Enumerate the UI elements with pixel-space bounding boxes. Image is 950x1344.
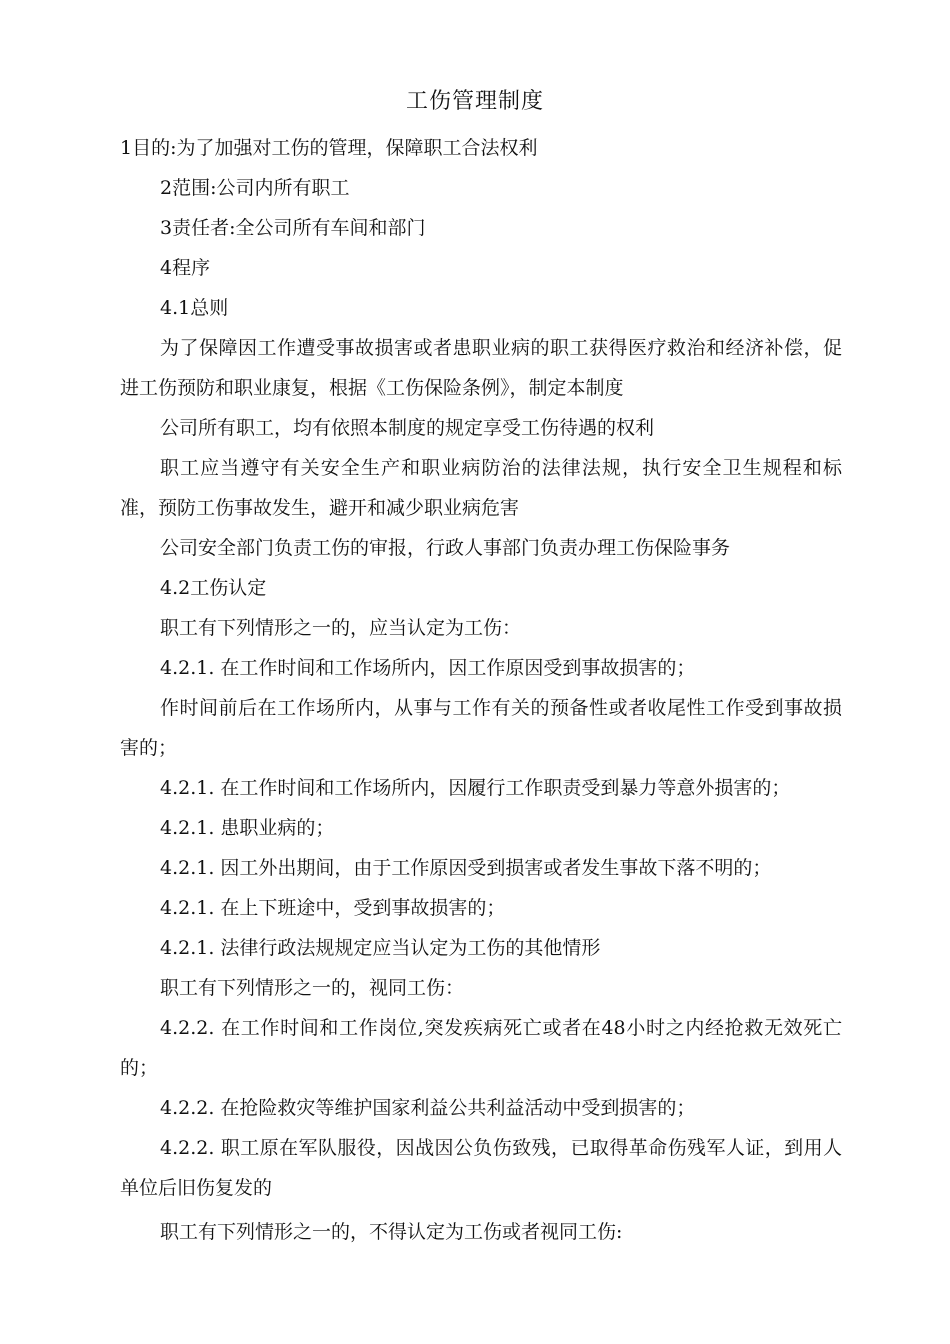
paragraph-deemed-intro: 职工有下列情形之一的，视同工伤：: [160, 977, 465, 999]
paragraph-procedure-heading: 4程序: [160, 257, 211, 279]
paragraph-general-heading: 4.1总则: [160, 297, 229, 319]
document-body: [120, 128, 842, 1252]
paragraph-purpose: 1目的:为了加强对工伤的管理，保障职工合法权利: [120, 137, 538, 159]
paragraph-item-4-2-2-c: 4.2.2. 职工原在军队服役，因战因公负伤致残，已取得革命伤残军人证，到用人单位后旧伤复发的: [120, 1137, 842, 1199]
paragraph-item-4-2-1-d: 4.2.1. 因工外出期间，由于工作原因受到损害或者发生事故下落不明的；: [160, 857, 772, 879]
paragraph-item-work-time: 作时间前后在工作场所内，从事与工作有关的预备性或者收尾性工作受到事故损害的；: [120, 697, 842, 759]
paragraph-item-4-2-1-e: 4.2.1. 在上下班途中，受到事故损害的；: [160, 897, 506, 919]
paragraph-general-3: 职工应当遵守有关安全生产和职业病防治的法律法规，执行安全卫生规程和标准，预防工伤事故发生，避开和减少职业病危害: [120, 457, 842, 519]
paragraph-item-4-2-1-c: 4.2.1. 患职业病的；: [160, 817, 335, 839]
paragraph-item-4-2-1-f: 4.2.1. 法律行政法规规定应当认定为工伤的其他情形: [160, 937, 601, 959]
paragraph-item-4-2-2-a: 4.2.2. 在工作时间和工作岗位,突发疾病死亡或者在48小时之内经抢救无效死亡的；: [120, 1017, 842, 1079]
paragraph-item-4-2-1-a: 4.2.1. 在工作时间和工作场所内，因工作原因受到事故损害的；: [160, 657, 696, 679]
document-title: 工伤管理制度: [405, 89, 544, 114]
paragraph-general-2: 公司所有职工，均有依照本制度的规定享受工伤待遇的权利: [160, 417, 655, 439]
paragraph-item-4-2-1-b: 4.2.1. 在工作时间和工作场所内，因履行工作职责受到暴力等意外损害的；: [160, 777, 791, 799]
paragraph-item-4-2-2-b: 4.2.2. 在抢险救灾等维护国家利益公共利益活动中受到损害的；: [160, 1097, 696, 1119]
paragraph-identification-intro: 职工有下列情形之一的，应当认定为工伤：: [160, 617, 522, 639]
paragraph-excluded-intro: 职工有下列情形之一的，不得认定为工伤或者视同工伤:: [160, 1221, 623, 1243]
paragraph-scope: 2范围:公司内所有职工: [160, 177, 350, 199]
paragraph-responsible: 3责任者:全公司所有车间和部门: [160, 217, 426, 239]
paragraph-general-1: 为了保障因工作遭受事故损害或者患职业病的职工获得医疗救治和经济补偿，促进工伤预防和职业康复，根据《工伤保险条例》，制定本制度: [120, 337, 842, 399]
paragraph-general-4: 公司安全部门负责工伤的审报，行政人事部门负责办理工伤保险事务: [160, 537, 731, 559]
paragraph-identification-heading: 4.2工伤认定: [160, 577, 267, 599]
